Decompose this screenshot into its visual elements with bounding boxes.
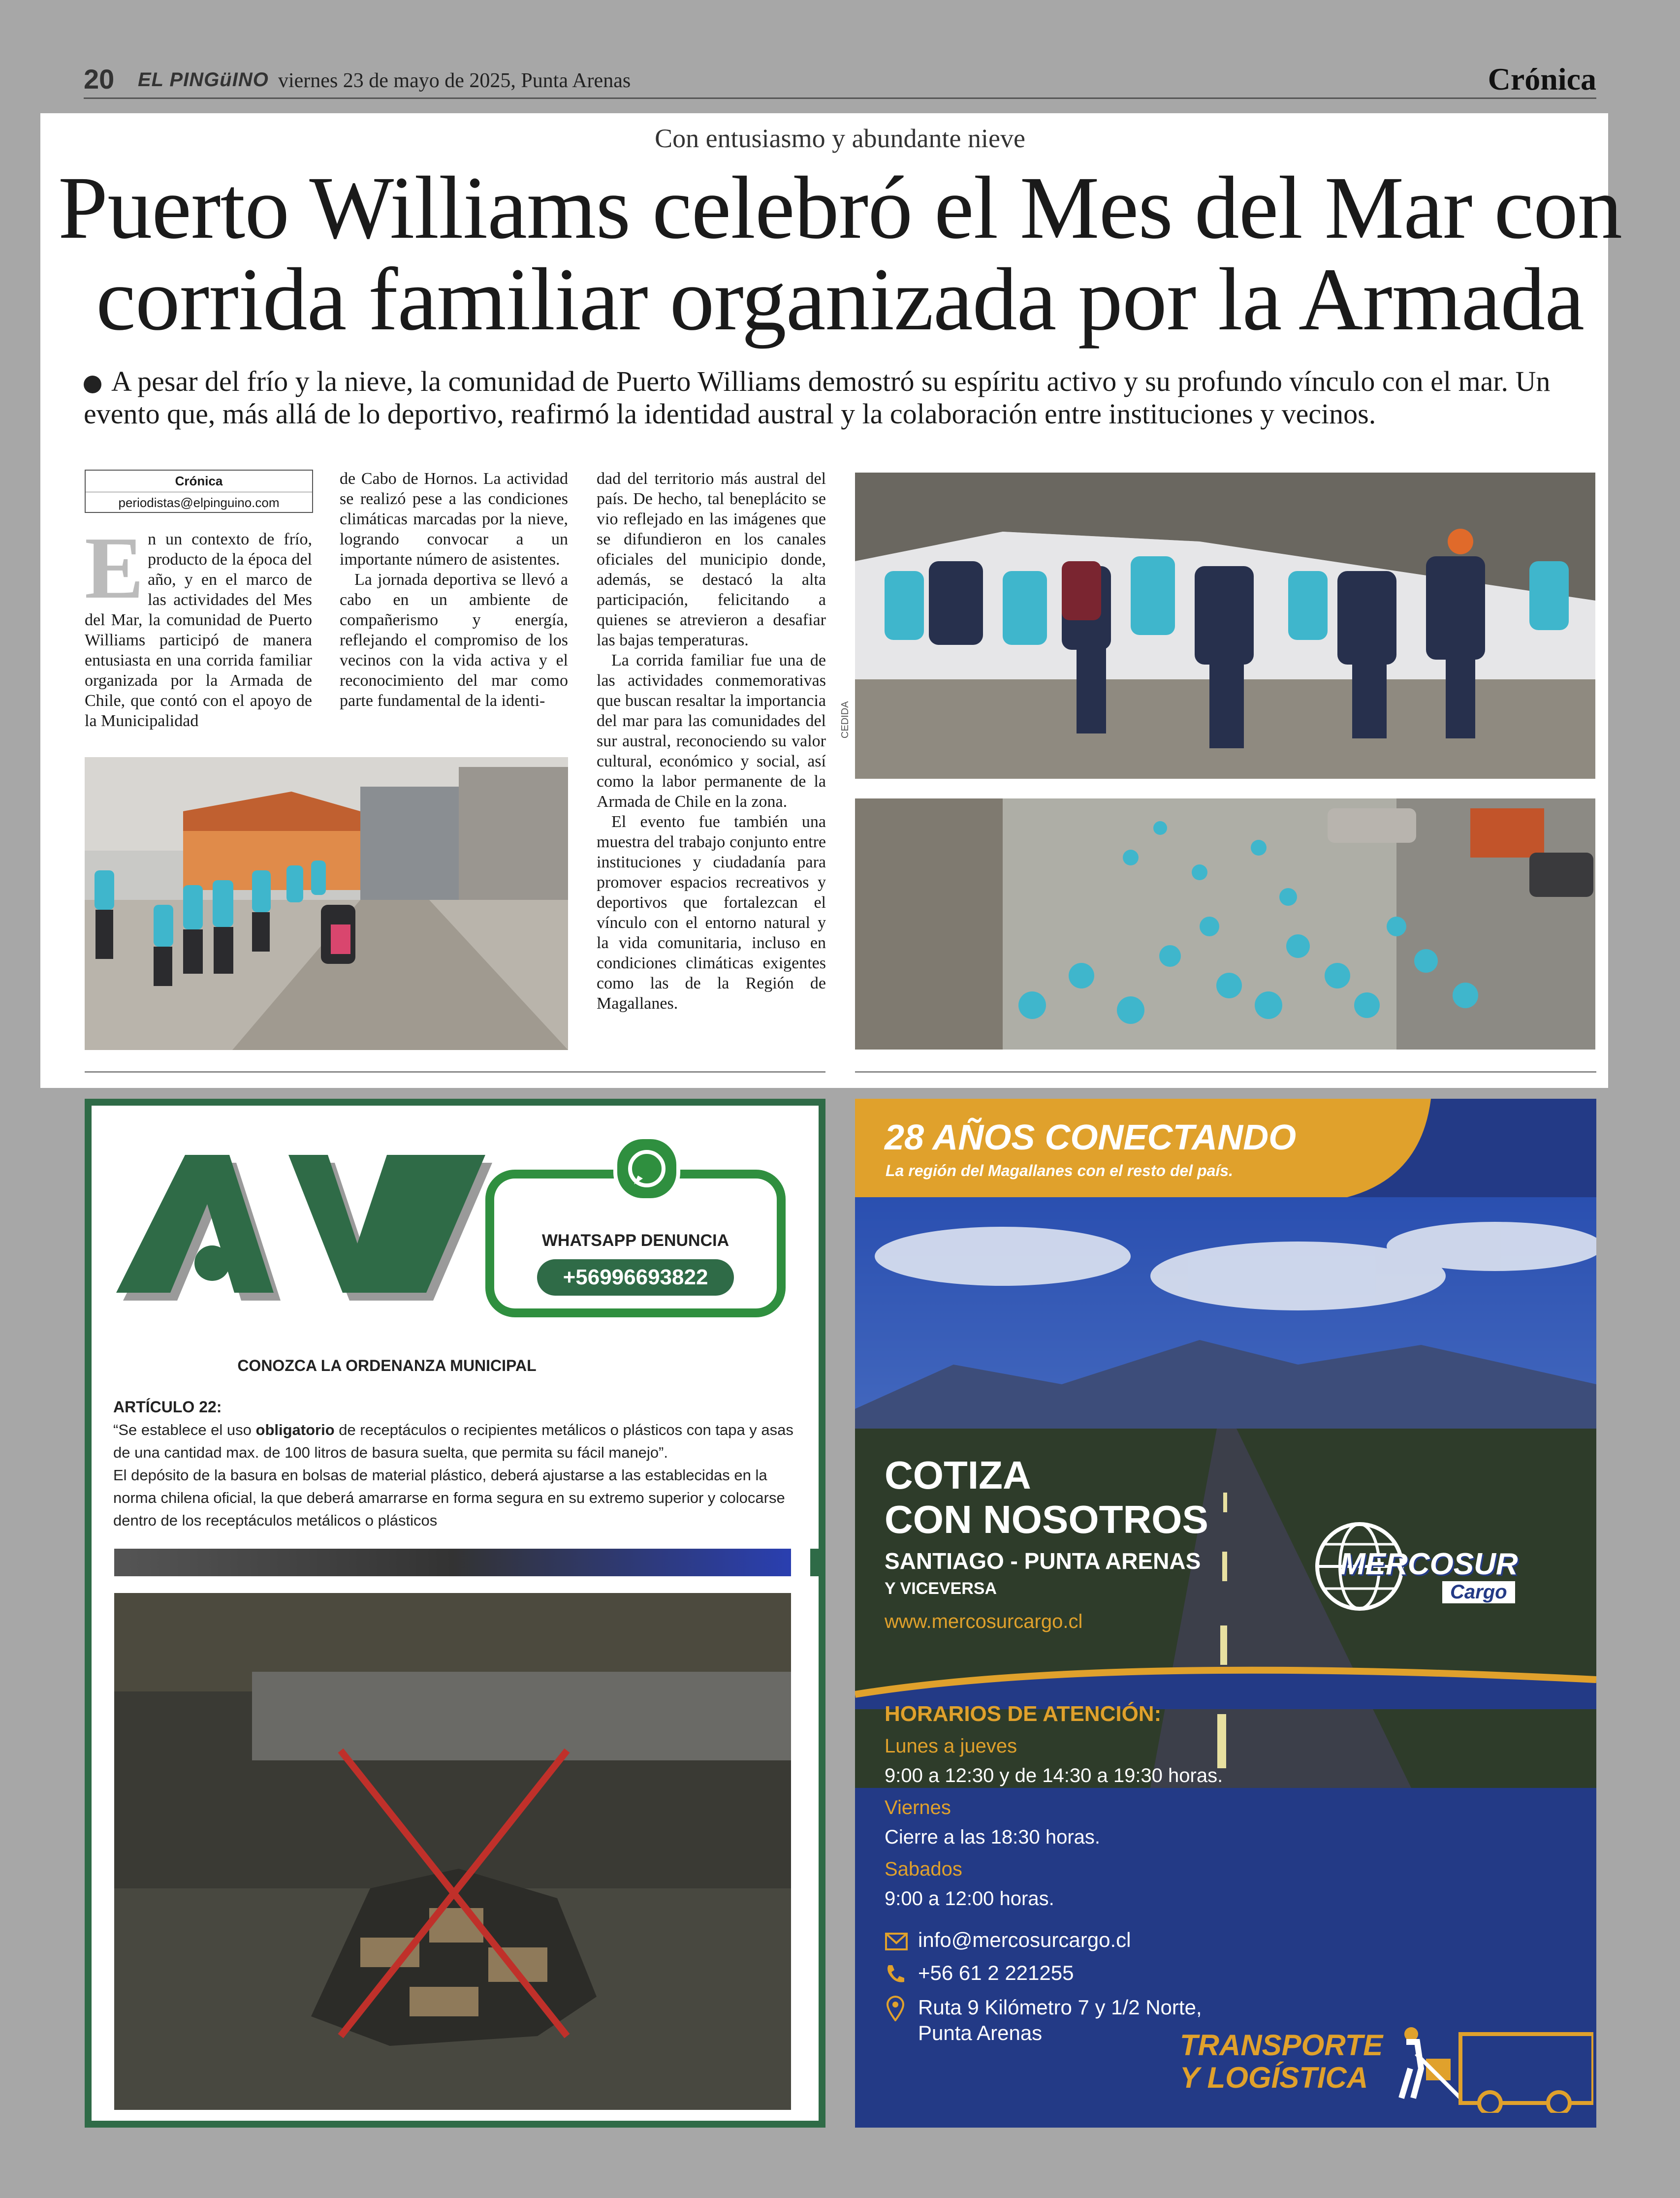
ad-municipal	[85, 1099, 825, 2128]
hours-day-3: Sabados	[885, 1858, 962, 1880]
hours-day-1: Lunes a jueves	[885, 1735, 1017, 1757]
contact-phone[interactable]: +56 61 2 221255	[918, 1961, 1074, 1984]
logo-sub: Cargo	[1442, 1581, 1515, 1603]
headline-line-2: corrida familiar organizada por la Armada	[96, 250, 1584, 349]
location-icon	[886, 1996, 905, 2021]
delivery-truck-icon	[1392, 2014, 1593, 2113]
article-lead	[84, 365, 1597, 430]
photo-street-run	[85, 757, 568, 1050]
ordinance-text-2: El depósito de la basura en bolsas de material plástico, deberá ajustarse a las establecidas en la norma chilena oficial, la que deberá amarrarse en forma segura en su extremo superior y colocarse dentro de los receptáculos metálicos o plásticos	[113, 1466, 785, 1529]
cta-line-2: CON NOSOTROS	[885, 1497, 1208, 1541]
hours-time-3: 9:00 a 12:00 horas.	[885, 1888, 1054, 1910]
section-title: Crónica	[1488, 62, 1596, 96]
phone-icon	[885, 1963, 906, 1985]
divider-left	[85, 1071, 825, 1073]
mercosur-logo	[1310, 1517, 1527, 1616]
lead-text: A pesar del frío y la nieve, la comunidad de Puerto Williams demostró su espíritu activo y su profundo vínculo con el mar. Un evento que, más allá de lo deportivo, reafirmó la identidad austral y la colaboración entre instituciones y vecinos.	[84, 365, 1551, 430]
article-column-2	[340, 469, 568, 711]
hours-time-2: Cierre a las 18:30 horas.	[885, 1826, 1101, 1848]
headline-line-1: Puerto Williams celebró el Mes del Mar con	[58, 159, 1622, 257]
website-link[interactable]: www.mercosurcargo.cl	[885, 1611, 1083, 1632]
footer-line-1: TRANSPORTE	[1180, 2029, 1383, 2062]
byline-section: Crónica	[175, 474, 223, 488]
paragraph-2: de Cabo de Hornos. La actividad se realizó pese a las condiciones climáticas marcadas por la nieve, logrando convocar a un importante número de asistentes.	[340, 470, 568, 569]
photo-credit: CEDIDA	[840, 701, 851, 738]
hours-day-2: Viernes	[885, 1797, 951, 1818]
paragraph-3: La jornada deportiva se llevó a cabo en un ambiente de compañerismo y energía, reflejando el compromiso de los vecinos con la vida activa y el reconocimiento del mar como parte fundamental de la identi-	[340, 571, 568, 710]
article-column-1	[85, 519, 312, 731]
logo-main: MERCOSUR	[1340, 1547, 1518, 1581]
newspaper-brand: EL PINGüINO	[138, 69, 269, 91]
paragraph-1: n un contexto de frío, producto de la época del año, y en el marco de las actividades del Mes del Mar, la comunidad de Puerto Williams participó de manera entusiasta en una corrida familiar organizada por la Armada de Chile, que contó con el apoyo de la Municipalidad	[85, 530, 312, 730]
hours-title: HORARIOS DE ATENCIÓN:	[885, 1702, 1162, 1726]
issue-date: viernes 23 de mayo de 2025, Punta Arenas	[278, 69, 631, 92]
header-rule	[84, 97, 1596, 99]
article-headline	[0, 159, 1680, 349]
photo-runners-stretching	[855, 473, 1595, 779]
footer-tagline	[1180, 2029, 1383, 2094]
municipal-logo	[111, 1145, 510, 1322]
ad-mercosur	[855, 1099, 1596, 2128]
route-sub: Y VICEVERSA	[885, 1579, 997, 1598]
paragraph-6: El evento fue también una muestra del trabajo conjunto entre instituciones y ciudadanía para promover espacios recreativos y deportivos que fortalezcan el vínculo con el entorno natural y la vida comunitaria, incluso en condiciones climáticas exigentes como las de la Región de Magallanes.	[597, 813, 826, 1013]
whatsapp-icon	[613, 1135, 680, 1202]
cta-line-1: COTIZA	[885, 1453, 1031, 1497]
contact-email[interactable]: info@mercosurcargo.cl	[918, 1928, 1131, 1951]
ordinance-article-title: ARTÍCULO 22:	[113, 1398, 222, 1416]
mail-icon	[885, 1932, 908, 1951]
whatsapp-label: WHATSAPP DENUNCIA	[541, 1231, 729, 1250]
byline-email[interactable]: periodistas@elpinguino.com	[86, 492, 312, 510]
photo-strip	[114, 1549, 791, 1576]
address-line-2: Punta Arenas	[918, 2021, 1043, 2044]
whatsapp-number[interactable]: +56996693822	[537, 1259, 734, 1296]
banner-subtitle: La región del Magallanes con el resto del país.	[886, 1162, 1233, 1179]
bullet-icon	[84, 376, 101, 393]
photo-trash	[114, 1593, 791, 2110]
address-line-1: Ruta 9 Kilómetro 7 y 1/2 Norte,	[918, 1996, 1202, 2019]
article-column-3	[597, 469, 826, 1014]
banner-title: 28 AÑOS CONECTANDO	[885, 1118, 1297, 1157]
contact-address	[918, 1995, 1202, 2046]
divider-right	[855, 1071, 1596, 1073]
byline-box	[85, 470, 313, 513]
hours-time-1: 9:00 a 12:30 y de 14:30 a 19:30 horas.	[885, 1765, 1223, 1786]
page-number: 20	[84, 64, 115, 95]
route-text: SANTIAGO - PUNTA ARENAS	[885, 1548, 1201, 1574]
photo-runners-road	[855, 798, 1595, 1050]
paragraph-4: dad del territorio más austral del país. De hecho, tal beneplácito se vio reflejado en las imágenes que se difundieron en los canales oficiales del municipio donde, además, se destacó la alta participación, felicitando a quienes se atrevieron a desafiar las bajas temperaturas.	[597, 470, 826, 649]
ordinance-text: “Se establece el uso obligatorio de receptáculos o recipientes metálicos o plásticos con tapa y asas de una cantidad max. de 100 litros de basura suelta, que permita su fácil manejo”. El depósito de la basura en bolsas de material plástico, deberá ajustarse a las establecidas en la norma chilena oficial, la que deberá amarrarse en forma segura en su extremo superior y colocarse dentro de los receptáculos metálicos o plásticos	[113, 1421, 793, 1529]
paragraph-5: La corrida familiar fue una de las actividades conmemorativas que buscan resaltar la importancia del mar para las comunidades del sur austral, reconociendo su valor cultural, económico y social, así como la labor permanente de la Armada de Chile en la zona.	[597, 651, 826, 811]
ordinance-tagline: CONOZCA LA ORDENANZA MUNICIPAL	[237, 1357, 537, 1374]
drop-cap: E	[85, 519, 144, 617]
green-bar	[810, 1549, 825, 1576]
footer-line-2: Y LOGÍSTICA	[1180, 2061, 1368, 2094]
article-kicker: Con entusiasmo y abundante nieve	[655, 124, 1025, 153]
